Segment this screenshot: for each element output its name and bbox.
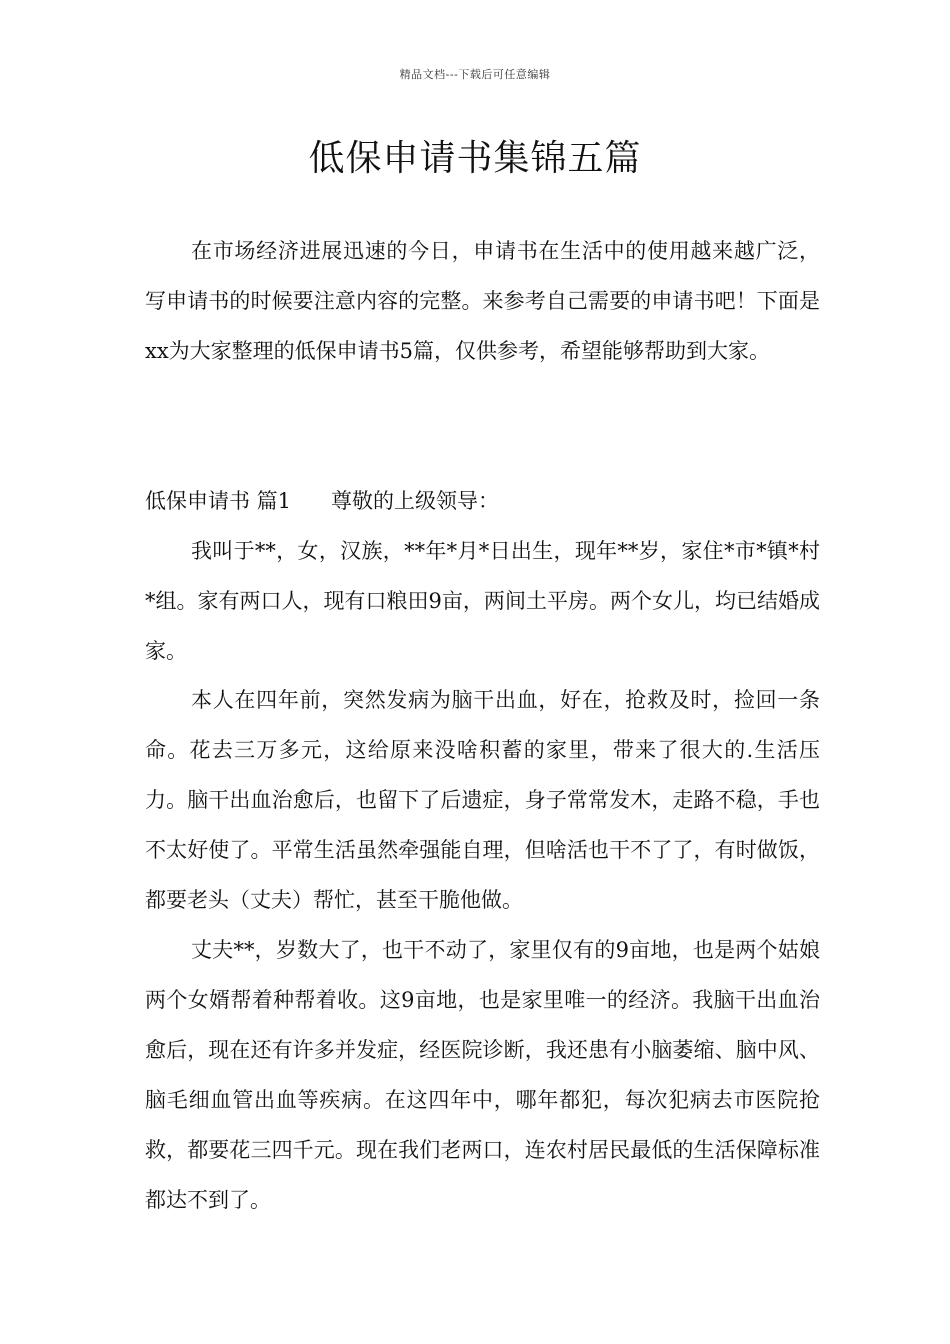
intro-paragraph: 在市场经济进展迅速的今日，申请书在生活中的使用越来越广泛，写申请书的时候要注意内容的完整。来参考自己需要的申请书吧！下面是xx为大家整理的低保申请书5篇，仅供参考，希望能够帮助到大家。 — [145, 239, 820, 363]
section-label: 低保申请书 篇1 — [145, 489, 292, 513]
section-heading-line — [145, 476, 820, 526]
salutation: 尊敬的上级领导： — [331, 489, 500, 513]
body-paragraph: 本人在四年前，突然发病为脑干出血，好在，抢救及时，捡回一条命。花去三万多元，这给原来没啥积蓄的家里，带来了很大的.生活压力。脑干出血治愈后，也留下了后遗症，身子常常发木，走路不稳，手也不太好使了。平常生活虽然牵强能自理，但啥活也干不了了，有时做饭，都要老头（丈夫）帮忙，甚至干脆他做。 — [145, 688, 820, 912]
body-paragraph: 我叫于**，女，汉族，**年*月*日出生，现年**岁，家住*市*镇*村*组。家有两口人，现有口粮田9亩，两间土平房。两个女儿，均已结婚成家。 — [145, 539, 820, 663]
header-note: 精品文档---下载后可任意编辑 — [399, 68, 551, 81]
body-paragraph: 丈夫**，岁数大了，也干不动了，家里仅有的9亩地，也是两个姑娘两个女婿帮着种帮着收。这9亩地，也是家里唯一的经济。我脑干出血治愈后，现在还有许多并发症，经医院诊断，我还患有小脑萎缩、脑中风、脑毛细血管出血等疾病。在这四年中，哪年都犯，每次犯病去市医院抢救，都要花三四千元。现在我们老两口，连农村居民最低的生活保障标准都达不到了。 — [145, 938, 820, 1212]
document-title: 低保申请书集锦五篇 — [308, 138, 642, 179]
